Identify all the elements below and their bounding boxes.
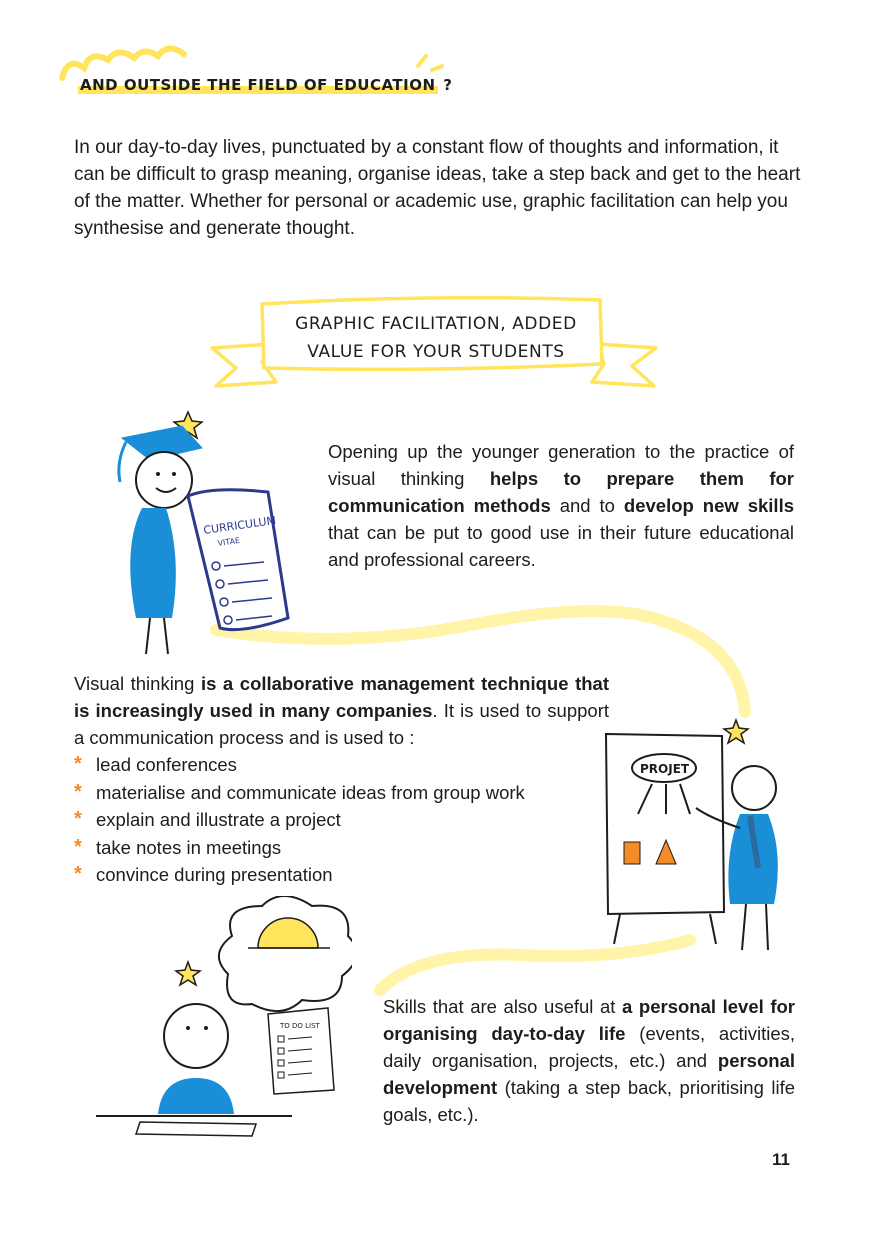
thinker-illustration — [92, 896, 352, 1146]
asterisk-icon: * — [74, 863, 82, 885]
asterisk-icon: * — [74, 835, 82, 858]
p3-text-2: (events, activities, daily organisation, projects, etc.) and — [383, 1023, 795, 1071]
p1-text-3: that can be put to good use in their future educational and professional careers. — [328, 522, 794, 570]
cv-title-2: VITAE — [217, 535, 241, 548]
paragraph-companies — [74, 670, 609, 751]
p1-text-1: Opening up the younger generation to the practice of visual thinking — [328, 441, 794, 489]
orange-square — [624, 842, 640, 864]
paragraph-skills — [328, 438, 794, 573]
graduate-illustration — [92, 408, 302, 658]
page-number: 11 — [772, 1150, 790, 1169]
asterisk-icon: * — [74, 780, 82, 803]
p1-text-2: and to — [550, 495, 624, 516]
list-item-text: take notes in meetings — [96, 836, 282, 858]
list-item-text: materialise and communicate ideas from group work — [96, 781, 525, 803]
p3-bold-2: personal development — [383, 1050, 795, 1098]
heading-mark: ? — [443, 76, 453, 94]
list-item — [74, 751, 525, 779]
uses-list — [74, 751, 525, 889]
banner-line-2: VALUE FOR YOUR STUDENTS — [307, 342, 565, 362]
list-item-text: explain and illustrate a project — [96, 809, 341, 830]
list-item-text: convince during presentation — [96, 864, 333, 885]
banner-line-1: GRAPHIC FACILITATION, ADDED — [295, 314, 577, 334]
list-item-text: lead conferences — [96, 754, 237, 775]
list-item — [74, 806, 525, 834]
heading-spark — [418, 56, 442, 70]
p3-bold-1: a personal level for organising day-to-day life — [383, 996, 795, 1044]
p1-bold-1: helps to prepare them for communication methods — [328, 468, 794, 516]
list-item — [74, 834, 525, 862]
p1-bold-2: develop new skills — [623, 495, 794, 516]
cv-scroll — [188, 490, 288, 630]
flipchart-label: PROJET — [640, 762, 690, 776]
paragraph-personal — [383, 993, 795, 1128]
star-icon — [176, 962, 200, 985]
heading-text: AND OUTSIDE THE FIELD OF EDUCATION — [80, 76, 436, 94]
flipchart-illustration — [600, 716, 810, 966]
section-heading — [78, 76, 452, 94]
asterisk-icon: * — [74, 753, 82, 775]
cv-title-1: CURRICULUM — [202, 513, 277, 537]
list-item — [74, 861, 525, 889]
p3-text-3: (taking a step back, prioritising life goals, etc.). — [383, 1077, 795, 1125]
banner-title — [275, 310, 597, 366]
p2-text-2: . It is used to support a communication process and is used to : — [74, 700, 610, 748]
p2-text-1: Visual thinking — [74, 673, 201, 694]
list-item — [74, 779, 525, 807]
p3-text-1: Skills that are also useful at — [383, 996, 623, 1017]
asterisk-icon: * — [74, 808, 82, 830]
p2-bold-1: is a collaborative management technique that is increasingly used in many companies — [74, 673, 609, 721]
star-icon — [724, 720, 748, 743]
intro-paragraph: In our day-to-day lives, punctuated by a constant flow of thoughts and information, it can be difficult to grasp meaning, organise ideas, take a step back and get to the heart of the matter. Whether for personal or academic use, graphic facilitation can help you synthesise and generate thought. — [74, 137, 801, 239]
body — [130, 508, 176, 618]
todo-label: TO DO LIST — [280, 1022, 320, 1030]
heading-squiggle — [62, 48, 184, 78]
todo-note — [268, 1008, 334, 1094]
thought-cloud — [219, 896, 352, 1011]
